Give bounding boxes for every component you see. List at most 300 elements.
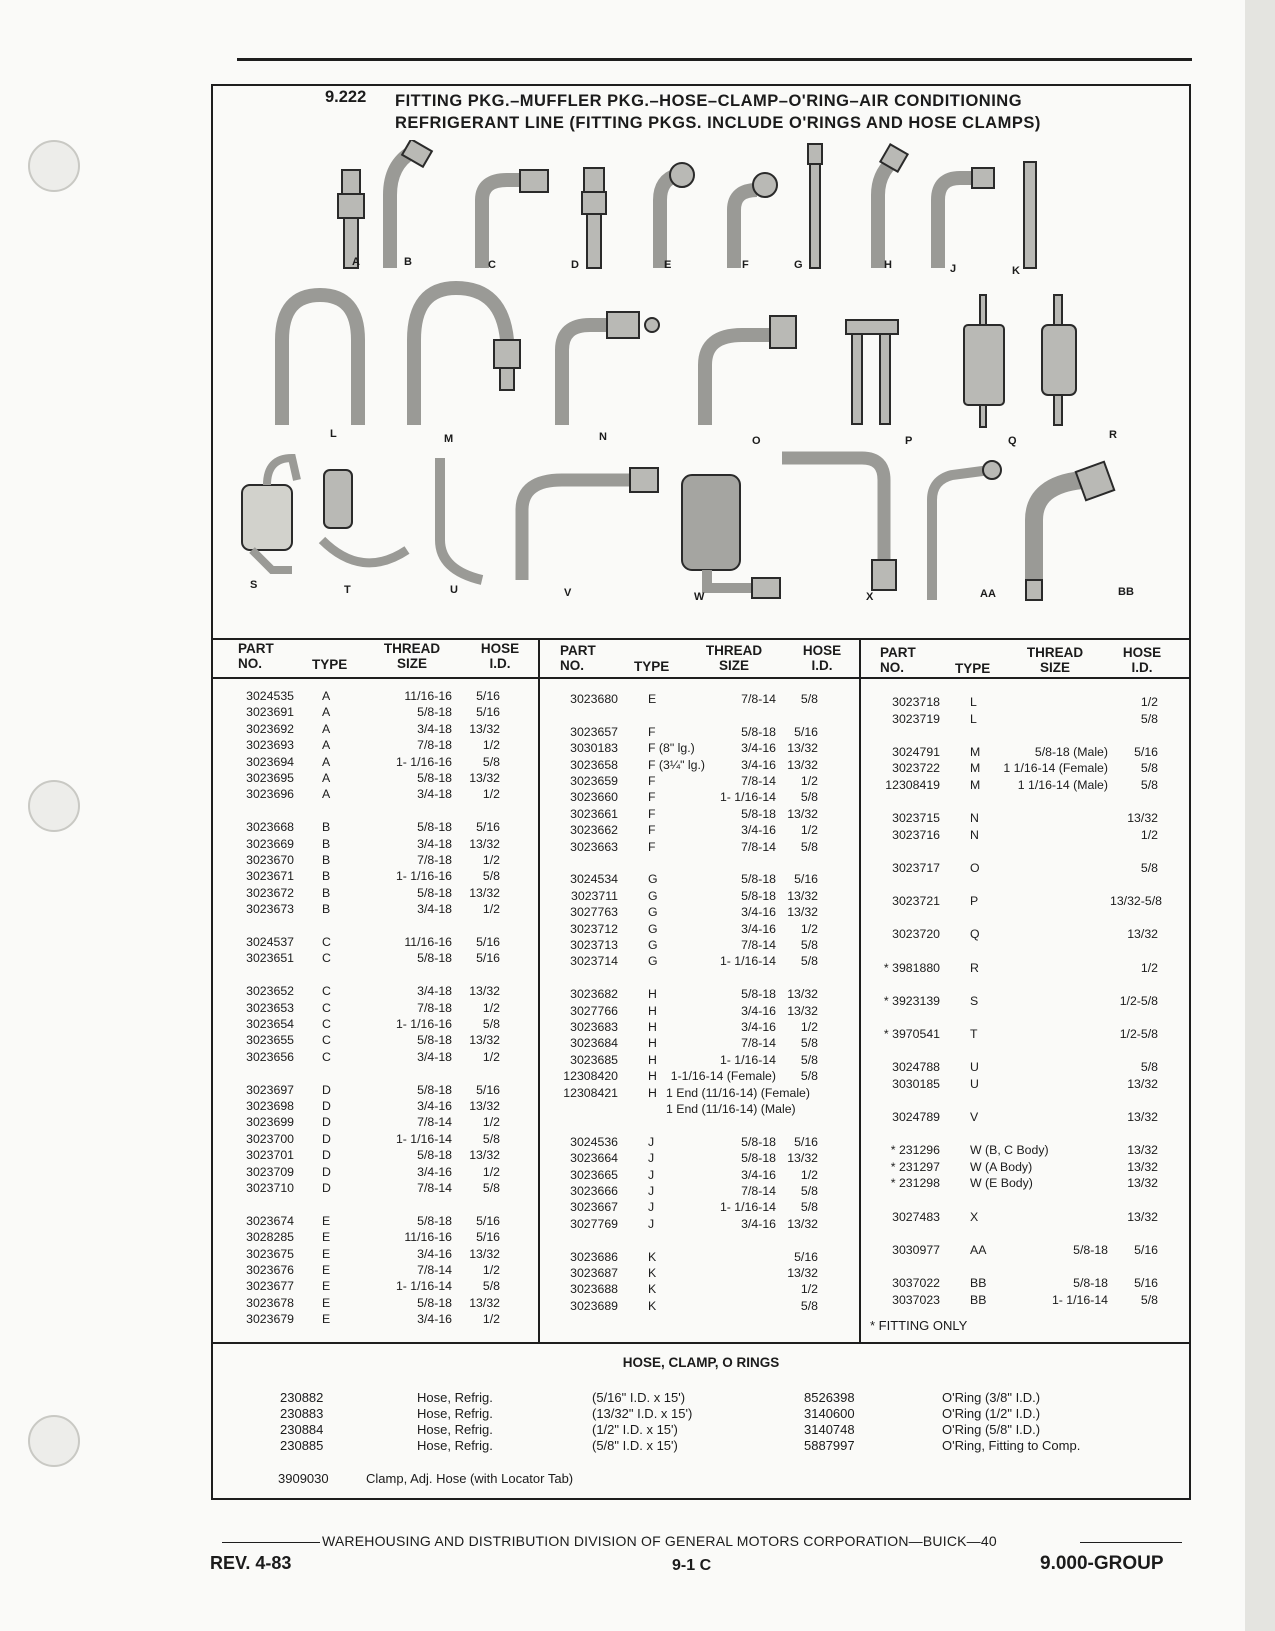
type-cell: H [648,1069,657,1084]
part-number: 3023671 [246,869,294,884]
type-cell: D [322,1148,331,1163]
hose-id-cell: 13/32 [787,757,818,772]
binder-hole [28,140,80,192]
part-number: * 231298 [890,1176,940,1191]
hose-id-cell: 13/32 [787,741,818,756]
thread-size-cell: 7/8-18 [417,738,452,753]
part-number: 3023670 [246,853,294,867]
hose-id-cell: 1/2 [800,1020,818,1034]
part-number: 12308419 [885,778,940,792]
hose-id-cell: 5/16 [794,1134,818,1149]
hose-id-cell: 5/8 [1140,711,1158,726]
fig-label: A [352,256,360,268]
fig-label: K [1012,265,1020,277]
type-cell: J [648,1184,655,1198]
part-number: 3023692 [246,721,294,736]
part-number: 3023659 [570,774,618,788]
thread-size-cell: 5/8-18 [741,888,776,903]
part-number: 3023688 [570,1282,618,1297]
hose-id-cell: 5/16 [794,724,818,739]
thread-size-cell: 1 End (11/16-14) (Female) [666,1085,810,1100]
type-cell: B [322,853,331,867]
hose-id-cell: 5/8 [482,1181,500,1195]
thread-size-cell: 5/8-18 [417,1295,452,1310]
part-number: 3024791 [892,744,940,759]
type-cell: B [322,836,331,851]
fig-label: D [571,259,579,271]
thread-size-cell: 5/8-18 [417,885,452,900]
type-cell: E [322,1230,331,1245]
part-number: 3030183 [570,741,618,756]
fig-label: G [794,259,803,271]
part-number: 3023674 [246,1213,294,1228]
type-cell: U [970,1060,979,1075]
column-divider [538,638,540,1342]
fitting-a-icon [338,170,364,268]
hose-id-cell: 1/2 [482,1263,500,1277]
type-cell: P [970,894,979,909]
thread-size-cell: 11/16-16 [404,689,452,703]
fig-label: T [344,584,351,596]
hose-row [280,1422,678,1438]
oring-desc: O'Ring (1/2" I.D.) [942,1406,1041,1421]
type-cell: J [648,1134,655,1149]
type-cell: K [648,1266,657,1280]
part-number: 3023676 [246,1263,294,1277]
hose-size: (1/2" I.D. x 15') [592,1422,678,1437]
oring-part: 5887997 [804,1438,855,1453]
column-divider [859,638,861,1342]
top-rule [237,58,1192,61]
hose-id-cell: 13/32 [1127,1110,1158,1124]
type-cell: A [322,689,331,703]
hose-id-cell: 1/2 [482,1000,500,1015]
part-number: 3023696 [246,787,294,802]
type-cell: A [322,738,331,753]
hose-id-cell: 5/8 [800,954,818,969]
thread-size-cell: 3/4-18 [417,721,452,736]
hose-size: (5/8" I.D. x 15') [592,1438,678,1453]
type-cell: F [648,724,656,739]
oring-row [804,1390,1041,1406]
type-cell: F (3¼" lg.) [648,757,705,772]
type-cell: H [648,1003,657,1018]
oring-part: 3140600 [804,1406,855,1421]
hose-id-cell: 13/32 [469,984,500,999]
fitting-x-icon [782,458,896,590]
hose-id-cell: 13/32 [787,888,818,903]
hose-id-cell: 13/32 [787,1216,818,1231]
thread-size-cell: 5/8-18 [1073,1242,1108,1257]
type-cell: B [322,869,331,884]
fitting-h-icon [878,144,908,268]
part-number: 3023658 [570,757,618,772]
part-number: 3024537 [246,935,294,949]
fitting-s-icon [242,458,297,570]
type-cell: D [322,1181,331,1195]
part-number: 3023653 [246,1000,294,1015]
thread-size-cell: 1- 1/16-14 [719,790,776,805]
type-cell: E [322,1213,331,1228]
hose-clamp-oring-title: HOSE, CLAMP, O RINGS [622,1355,780,1370]
hose-id-cell: 5/8 [482,1017,500,1031]
hose-id-cell: 5/8 [800,1298,818,1313]
part-number: 3023672 [246,885,294,900]
hose-id-cell: 5/16 [476,1213,500,1228]
thread-size-cell: 5/8-18 [741,872,776,887]
fitting-l-icon [282,295,358,425]
part-number: 3023680 [570,692,618,706]
type-cell: J [648,1216,655,1231]
part-number: 3030185 [892,1076,940,1091]
oring-row [804,1438,1081,1454]
hose-id-cell: 5/16 [794,1249,818,1264]
fitting-o-icon [705,316,796,425]
fig-label: O [752,435,761,447]
fitting-bb-icon [1026,462,1114,600]
type-cell: F [648,774,656,788]
oring-desc: O'Ring (3/8" I.D.) [942,1390,1041,1405]
thread-size-cell: 3/4-16 [741,1167,776,1182]
oring-desc: O'Ring, Fitting to Comp. [942,1438,1081,1453]
part-number: 3023679 [246,1312,294,1327]
hose-id-cell: 1/2 [482,853,500,867]
page-number: 9-1 C [672,1557,712,1574]
type-cell: R [970,960,979,975]
part-number: 3023693 [246,738,294,753]
part-number: 3023675 [246,1246,294,1261]
thread-size-cell: 1- 1/16-14 [719,954,776,969]
part-number: 3023656 [246,1049,294,1064]
type-cell: G [648,954,658,969]
thread-size-cell: 1- 1/16-14 [395,1131,452,1146]
type-cell: G [648,872,658,887]
part-number: 3023711 [571,888,618,903]
type-cell: H [648,1036,657,1051]
hose-id-cell: 13/32 [787,806,818,821]
hose-id-cell: 5/8 [482,754,500,769]
type-cell: W (B, C Body) [970,1143,1049,1158]
hose-size: (13/32" I.D. x 15') [592,1406,693,1421]
fitting-u-icon [440,458,482,580]
part-number: 3023687 [570,1266,618,1280]
hose-id-cell: 1/2 [1140,960,1158,975]
thread-size-cell: 3/4-18 [417,984,452,999]
oring-desc: O'Ring (5/8" I.D.) [942,1422,1041,1437]
thread-size-cell: 5/8-18 [741,724,776,739]
hose-id-cell: 5/8 [1140,761,1158,776]
type-cell: A [322,705,331,720]
fig-label: M [444,433,454,445]
part-number: 3023721 [892,894,940,909]
type-cell: K [648,1298,657,1313]
hose-id-cell: 1/2 [1140,695,1158,709]
hose-id-cell: 5/8 [482,1131,500,1146]
type-cell: Q [970,927,980,942]
type-cell: C [322,1033,331,1048]
type-cell: N [970,811,979,826]
hose-id-cell: 1/2 [800,823,818,838]
hose-id-cell: 5/8 [1140,1292,1158,1307]
hose-id-cell: 1/2 [482,1164,500,1179]
type-cell: E [322,1279,331,1294]
thread-size-cell: 7/8-14 [417,1115,452,1130]
thread-size-cell: 5/8-18 [741,987,776,1002]
type-cell: F (8" lg.) [648,741,695,756]
type-cell: X [970,1209,979,1224]
hose-desc: Hose, Refrig. [417,1422,493,1437]
type-cell: D [322,1082,331,1097]
hose-id-cell: 1/2 [482,1049,500,1064]
hose-id-cell: 1/2 [800,774,818,788]
table-bottom-rule [212,1342,1190,1344]
thread-size-cell: 1- 1/16-14 [395,1279,452,1294]
type-cell: BB [970,1276,987,1290]
part-number: * 231296 [890,1143,940,1158]
part-number: 3030977 [892,1242,940,1257]
part-number: 3023685 [570,1052,618,1067]
part-number: 3023668 [246,820,294,835]
type-cell: E [322,1295,331,1310]
part-number: 3023713 [570,938,618,952]
hose-id-cell: 1/2 [482,787,500,802]
thread-size-cell: 5/8-18 [417,1033,452,1048]
part-number: 3023682 [570,987,618,1002]
type-cell: U [970,1076,979,1091]
hose-desc: Hose, Refrig. [417,1390,493,1405]
thread-size-cell: 1- 1/16-16 [395,754,452,769]
oring-row [804,1422,1041,1438]
hose-id-cell: 5/8 [800,938,818,952]
hose-id-cell: 13/32 [1127,1143,1158,1158]
part-number: * 3923139 [883,993,940,1008]
type-cell: M [970,744,981,759]
hose-id-cell: 1/2 [482,1312,500,1327]
thread-size-cell: 3/4-18 [417,787,452,802]
clamp-row [278,1471,574,1487]
fitting-q-icon [964,295,1004,427]
hose-id-cell: 1/2-5/8 [1119,993,1158,1008]
part-number: 3023677 [246,1279,294,1294]
hose-id-cell: 5/8 [482,1279,500,1294]
type-cell: W (A Body) [970,1159,1033,1174]
thread-size-cell: 7/8-14 [741,938,776,952]
type-cell: B [322,820,331,835]
thread-size-cell: 7/8-14 [417,1181,452,1195]
thread-size-cell: 5/8-18 [741,1134,776,1149]
fitting-only-note: * FITTING ONLY [870,1318,968,1333]
type-cell: E [648,692,657,706]
part-number: * 3970541 [883,1027,940,1041]
type-cell: G [648,921,658,936]
type-cell: H [648,1052,657,1067]
part-number: 3023654 [246,1017,294,1031]
part-number: 3023722 [892,761,940,776]
thread-size-cell: 5/8-18 [417,951,452,966]
part-number: 3023720 [892,927,940,942]
type-cell: C [322,1049,331,1064]
fittings-illustration [212,140,1188,636]
type-cell: B [322,885,331,900]
part-number: 3023694 [246,754,294,769]
thread-size-cell: 3/4-16 [741,823,776,838]
type-cell: A [322,771,331,785]
fitting-d-icon [582,168,606,268]
revision: REV. 4-83 [210,1553,292,1573]
part-number: 3023710 [246,1181,294,1195]
hose-size: (5/16" I.D. x 15') [592,1390,686,1405]
part-number: 3023684 [570,1036,618,1051]
hose-id-cell: 1/2 [800,1282,818,1297]
hose-id-cell: 5/16 [476,935,500,949]
hose-id-cell: 13/32 [787,1003,818,1018]
part-number: 3024534 [570,872,618,887]
part-number: 3023695 [246,771,294,785]
type-cell: V [970,1110,979,1124]
hose-id-cell: 13/32 [469,1148,500,1163]
thread-size-cell: 3/4-16 [741,905,776,920]
part-number: 3023716 [892,827,940,842]
thread-size-cell: 3/4-16 [417,1246,452,1261]
hose-id-cell: 5/8 [1140,778,1158,792]
thread-size-cell: 7/8-14 [417,1263,452,1277]
fig-label: W [694,591,705,603]
clamp-part: 3909030 [278,1471,329,1486]
thread-size-cell: 3/4-16 [741,741,776,756]
hose-part: 230884 [280,1422,324,1437]
thread-size-cell: 1- 1/16-14 [1051,1292,1108,1307]
binder-hole [28,780,80,832]
hose-id-cell: 5/16 [1134,1276,1158,1290]
hose-id-cell: 13/32 [1127,927,1158,942]
section-title [395,90,1041,134]
hose-part: 230885 [280,1438,324,1453]
hose-id-cell: 1/2 [482,738,500,753]
type-cell: M [970,778,981,792]
hose-id-cell: 5/16 [476,1082,500,1097]
thread-size-cell: 5/8-18 (Male) [1034,744,1108,759]
type-cell: G [648,938,658,952]
type-cell: K [648,1282,657,1297]
thread-size-cell: 7/8-14 [741,839,776,854]
fig-label: S [250,579,258,591]
type-cell: AA [970,1242,987,1257]
type-cell: G [648,905,658,920]
part-number: 12308420 [563,1069,618,1084]
thread-size-cell: 1- 1/16-16 [395,1017,452,1031]
fig-label: Q [1008,435,1017,447]
thread-size-cell: 5/8-18 [417,820,452,835]
fitting-w-icon [682,475,780,598]
hose-desc: Hose, Refrig. [417,1406,493,1421]
hose-desc: Hose, Refrig. [417,1438,493,1453]
hose-id-cell: 5/16 [476,1230,500,1245]
part-number: 3023663 [570,839,618,854]
hose-id-cell: 13/32 [1127,811,1158,826]
type-cell: O [970,861,980,875]
fig-label: B [404,256,412,268]
thread-size-cell: 7/8-14 [741,1184,776,1198]
title-line-2: REFRIGERANT LINE (FITTING PKGS. INCLUDE O'RINGS AND HOSE CLAMPS) [395,114,1041,132]
thread-size-cell: 5/8-18 [417,705,452,720]
hose-id-cell: 13/32-5/8 [1110,894,1162,909]
hose-id-cell: 1/2 [800,1167,818,1182]
part-number: 3023714 [570,954,618,969]
part-number: 3023717 [892,861,940,875]
hose-row [280,1438,678,1454]
thread-size-cell: 5/8-18 [417,771,452,785]
hose-id-cell: 5/16 [476,820,500,835]
type-cell: F [648,823,656,838]
part-number: 3023652 [246,984,294,999]
type-cell: A [322,754,331,769]
part-number: 3023712 [570,921,618,936]
part-number: 3023651 [246,951,294,966]
part-number: 3023691 [246,705,294,720]
type-cell: N [970,827,979,842]
part-number: 3023700 [246,1131,294,1146]
part-number: 3023665 [570,1167,618,1182]
type-cell: C [322,951,331,966]
thread-size-cell: 1 1/16-14 (Male) [1017,778,1108,792]
fig-label: J [950,263,957,275]
part-number: 3023660 [570,790,618,805]
fitting-c-icon [482,170,548,268]
page-edge [1245,0,1275,1631]
fitting-n-icon [562,312,659,425]
part-number: 12308421 [563,1085,618,1100]
hose-id-cell: 13/32 [1127,1209,1158,1224]
hose-id-cell: 5/8 [800,790,818,805]
part-number: * 231297 [890,1159,940,1174]
table-header-rule [212,677,1190,679]
fitting-m-icon [414,288,520,425]
thread-size-cell: 5/8-18 [741,806,776,821]
thread-size-cell: 3/4-18 [417,902,452,917]
part-number: 3024789 [892,1110,940,1124]
thread-size-cell: 3/4-18 [417,1049,452,1064]
thread-size-cell: 1 1/16-14 (Female) [1003,761,1108,776]
thread-size-cell: 7/8-14 [741,1036,776,1051]
part-number: 3023667 [570,1200,618,1215]
thread-size-cell: 5/8-18 [417,1213,452,1228]
thread-size-cell: 5/8-18 [417,1082,452,1097]
thread-size-cell: 7/8-18 [417,1000,452,1015]
hose-id-cell: 1/2 [800,921,818,936]
type-cell: D [322,1164,331,1179]
hose-id-cell: 5/8 [800,1036,818,1051]
part-number: 3023697 [246,1082,294,1097]
hose-id-cell: 13/32 [469,1033,500,1048]
hose-id-cell: 5/8 [482,869,500,884]
fitting-v-icon [522,468,658,580]
hose-id-cell: 5/16 [1134,744,1158,759]
thread-size-cell: 3/4-16 [741,1216,776,1231]
type-cell: J [648,1167,655,1182]
hose-id-cell: 13/32 [469,885,500,900]
type-cell: G [648,888,658,903]
type-cell: C [322,935,331,949]
hose-id-cell: 5/8 [1140,1060,1158,1075]
fig-label: U [450,584,458,596]
fig-label: C [488,259,496,271]
fitting-r-icon [1042,295,1076,425]
oring-part: 3140748 [804,1422,855,1437]
fitting-e-icon [660,163,694,268]
part-number: 3023699 [246,1115,294,1130]
hose-row [280,1406,693,1422]
fitting-p-icon [846,320,898,424]
